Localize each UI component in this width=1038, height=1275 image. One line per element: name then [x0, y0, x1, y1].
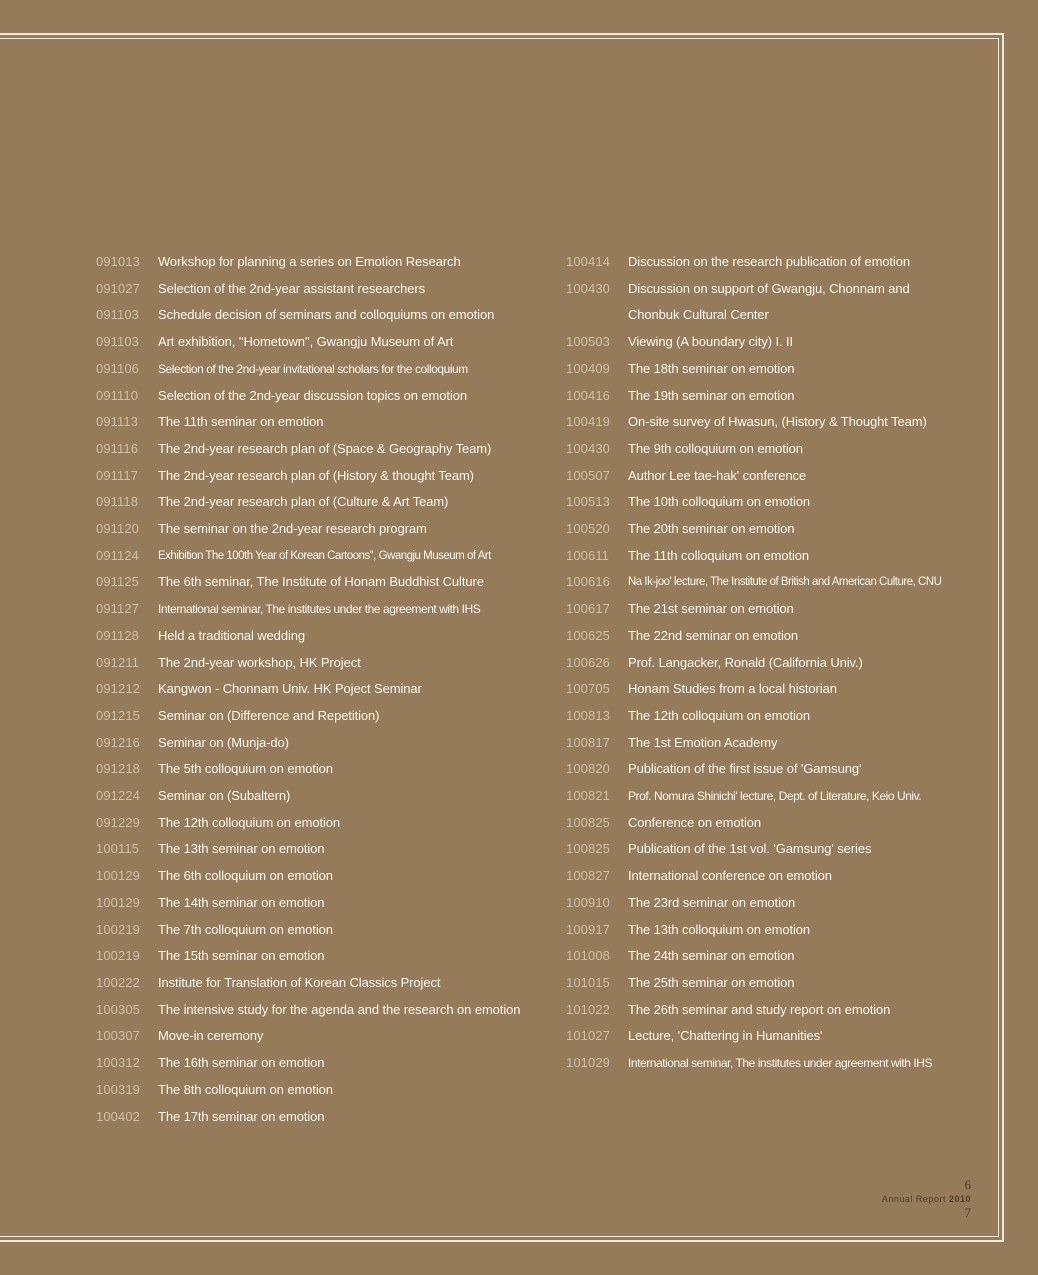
event-text: The 11th colloquium on emotion — [628, 547, 810, 563]
date-code: 100419 — [566, 414, 610, 430]
list-item — [96, 596, 551, 623]
event-text: Art exhibition, ''Hometown'', Gwangju Museum of Art — [158, 334, 454, 350]
event-text: International seminar, The institutes under agreement with IHS — [628, 1056, 933, 1071]
event-text: The 17th seminar on emotion — [158, 1108, 325, 1124]
event-text: Seminar on (Subaltern) — [158, 788, 291, 804]
list-item — [96, 276, 551, 303]
list-item — [96, 569, 551, 596]
date-code: 100430 — [566, 280, 610, 296]
list-item — [566, 970, 978, 997]
list-item — [96, 997, 551, 1024]
event-text: The 11th seminar on emotion — [158, 414, 324, 430]
list-item — [566, 1050, 978, 1077]
event-text: Selection of the 2nd-year invitational scholars for the colloquium — [158, 361, 468, 376]
event-text: The 12th colloquium on emotion — [158, 814, 341, 830]
list-item — [96, 1077, 551, 1104]
event-text: Na Ik-joo' lecture, The Institute of British and American Culture, CNU — [628, 576, 942, 589]
event-text: The 18th seminar on emotion — [628, 360, 795, 376]
list-item — [96, 836, 551, 863]
event-text: The 9th colloquium on emotion — [628, 440, 803, 456]
list-item — [96, 383, 551, 410]
date-code: 100817 — [566, 734, 610, 750]
event-text: Conference on emotion — [628, 814, 762, 830]
event-text: The 14th seminar on emotion — [158, 894, 325, 910]
date-code: 091117 — [96, 467, 139, 483]
list-item — [96, 1104, 551, 1131]
event-text: Held a traditional wedding — [158, 627, 305, 643]
date-code: 100625 — [566, 627, 610, 643]
date-code: 091215 — [96, 707, 140, 723]
date-code: 091106 — [96, 360, 140, 376]
date-code: 091113 — [96, 414, 139, 430]
list-item — [566, 569, 978, 596]
date-code: 100115 — [96, 841, 140, 857]
list-item — [566, 676, 978, 703]
list-item — [96, 356, 551, 383]
event-text: Selection of the 2nd-year discussion topics on emotion — [158, 387, 467, 403]
list-item — [566, 810, 978, 837]
date-code: 091216 — [96, 734, 140, 750]
event-text: Discussion on support of Gwangju, Chonnam and — [628, 280, 910, 296]
list-item — [566, 329, 978, 356]
date-code: 100705 — [566, 681, 610, 697]
event-text: The 19th seminar on emotion — [628, 387, 795, 403]
list-item — [96, 1023, 551, 1050]
list-item — [96, 436, 551, 463]
event-text: Selection of the 2nd-year assistant researchers — [158, 280, 425, 296]
date-code: 091128 — [96, 627, 140, 643]
event-text: Lecture, 'Chattering in Humanities' — [628, 1028, 823, 1044]
event-text: Prof. Nomura Shinichi' lecture, Dept. of Literature, Keio Univ. — [628, 789, 922, 804]
date-code: 101015 — [566, 974, 610, 990]
date-code: 100307 — [96, 1028, 140, 1044]
page-footer — [882, 1177, 971, 1221]
date-code: 100626 — [566, 654, 610, 670]
date-code: 091118 — [96, 494, 139, 510]
list-item — [566, 356, 978, 383]
list-item — [566, 756, 978, 783]
date-code: 100825 — [566, 814, 610, 830]
date-code: 100430 — [566, 440, 610, 456]
list-item — [566, 730, 978, 757]
event-text: Workshop for planning a series on Emotion Research — [158, 254, 461, 269]
date-code: 091211 — [96, 654, 140, 670]
date-code: 100219 — [96, 921, 140, 937]
report-year: 2010 — [948, 1194, 971, 1204]
list-item — [566, 703, 978, 730]
list-item — [566, 276, 978, 329]
date-code: 100821 — [566, 788, 610, 804]
list-item — [566, 436, 978, 463]
list-item — [566, 409, 978, 436]
date-code: 091116 — [96, 440, 139, 456]
date-code: 091103 — [96, 334, 140, 350]
date-code: 101022 — [566, 1001, 610, 1017]
date-code: 091120 — [96, 521, 140, 537]
event-text: Kangwon - Chonnam Univ. HK Poject Seminar — [158, 681, 422, 697]
date-code: 091127 — [96, 601, 140, 617]
event-text: Publication of the first issue of 'Gamsung' — [628, 761, 862, 777]
list-item — [566, 917, 978, 944]
event-text: Prof. Langacker, Ronald (California Univ.) — [628, 654, 863, 670]
list-item — [96, 516, 551, 543]
list-item — [566, 943, 978, 970]
event-text: The 20th seminar on emotion — [628, 521, 795, 537]
date-code: 100513 — [566, 494, 610, 510]
date-code: 100305 — [96, 1001, 140, 1017]
list-item — [566, 997, 978, 1024]
date-code: 100312 — [96, 1055, 140, 1071]
event-text: The 2nd-year research plan of (Space & Geography Team) — [158, 440, 492, 456]
event-text: Move-in ceremony — [158, 1028, 264, 1044]
event-text: On-site survey of Hwasun, (History & Thought Team) — [628, 414, 927, 430]
date-code: 101027 — [566, 1028, 610, 1044]
event-text: Seminar on (Difference and Repetition) — [158, 707, 380, 723]
event-text: The 10th colloquium on emotion — [628, 494, 811, 510]
list-item — [96, 302, 551, 329]
list-item — [566, 1023, 978, 1050]
list-item — [96, 463, 551, 490]
list-item — [96, 890, 551, 917]
list-item — [96, 730, 551, 757]
date-code: 100319 — [96, 1081, 140, 1097]
date-code: 101029 — [566, 1055, 610, 1071]
date-code: 100917 — [566, 921, 610, 937]
list-item — [566, 249, 978, 276]
date-code: 091212 — [96, 681, 140, 697]
event-text: Discussion on the research publication of emotion — [628, 254, 910, 269]
annual-report-label — [882, 1193, 971, 1205]
list-item — [96, 943, 551, 970]
page-number-right: 7 — [964, 1205, 971, 1220]
list-item — [96, 863, 551, 890]
date-code: 091103 — [96, 307, 140, 323]
list-item — [566, 890, 978, 917]
event-text: Schedule decision of seminars and colloquiums on emotion — [158, 307, 495, 323]
list-item — [96, 409, 551, 436]
event-text: The 24th seminar on emotion — [628, 948, 795, 964]
date-code: 100825 — [566, 841, 610, 857]
list-item — [96, 1050, 551, 1077]
event-text: Exhibition The 100th Year of Korean Cartoons'', Gwangju Museum of Art — [158, 549, 491, 562]
date-code: 100910 — [566, 894, 610, 910]
list-item — [96, 676, 551, 703]
list-item — [96, 703, 551, 730]
event-text: The 5th colloquium on emotion — [158, 761, 333, 777]
list-item — [96, 917, 551, 944]
event-text: The 23rd seminar on emotion — [628, 894, 796, 910]
event-text-multiline — [628, 276, 910, 329]
date-code: 100416 — [566, 387, 610, 403]
list-item — [566, 783, 978, 810]
list-item — [96, 329, 551, 356]
date-code: 100617 — [566, 601, 610, 617]
date-code: 100409 — [566, 360, 610, 376]
date-code: 091110 — [96, 387, 139, 403]
date-code: 100222 — [96, 974, 140, 990]
event-text: The seminar on the 2nd-year research program — [158, 521, 427, 537]
list-item — [96, 756, 551, 783]
event-text: Publication of the 1st vol. 'Gamsung' series — [628, 841, 872, 857]
date-code: 100813 — [566, 707, 610, 723]
list-item — [96, 783, 551, 810]
event-text: Honam Studies from a local historian — [628, 681, 837, 697]
event-text: International conference on emotion — [628, 868, 832, 884]
date-code: 091218 — [96, 761, 140, 777]
list-item — [566, 516, 978, 543]
event-text: The 16th seminar on emotion — [158, 1055, 325, 1071]
date-code: 100616 — [566, 574, 610, 590]
list-item — [566, 863, 978, 890]
list-item — [566, 836, 978, 863]
date-code: 091124 — [96, 547, 140, 563]
event-text: The 12th colloquium on emotion — [628, 707, 811, 723]
event-text: The 26th seminar and study report on emotion — [628, 1001, 891, 1017]
date-code: 101008 — [566, 948, 610, 964]
list-item — [96, 810, 551, 837]
event-text: Seminar on (Munja-do) — [158, 734, 289, 750]
event-text: The 25th seminar on emotion — [628, 974, 795, 990]
chronology-left-column — [96, 249, 551, 1130]
date-code: 091224 — [96, 788, 140, 804]
list-item — [566, 543, 978, 570]
event-text: The 7th colloquium on emotion — [158, 921, 333, 937]
date-code: 100611 — [566, 547, 610, 563]
date-code: 091027 — [96, 280, 140, 296]
event-text: The 21st seminar on emotion — [628, 601, 794, 617]
date-code: 100402 — [96, 1108, 140, 1124]
event-text: Institute for Translation of Korean Classics Project — [158, 974, 441, 990]
list-item — [96, 543, 551, 570]
list-item — [96, 650, 551, 677]
date-code: 100820 — [566, 761, 610, 777]
list-item — [96, 249, 551, 276]
date-code: 091125 — [96, 574, 140, 590]
date-code: 091013 — [96, 254, 140, 269]
date-code: 100507 — [566, 467, 610, 483]
date-code: 100827 — [566, 868, 610, 884]
event-text: The 6th seminar, The Institute of Honam Buddhist Culture — [158, 574, 484, 590]
page-number-left: 6 — [964, 1177, 971, 1192]
date-code: 100129 — [96, 868, 140, 884]
event-text: The 13th colloquium on emotion — [628, 921, 811, 937]
event-text: The 2nd-year research plan of (History & thought Team) — [158, 467, 474, 483]
event-text: The 1st Emotion Academy — [628, 734, 778, 750]
list-item — [96, 970, 551, 997]
list-item — [566, 650, 978, 677]
event-text: The 2nd-year workshop, HK Project — [158, 654, 361, 670]
date-code: 091229 — [96, 814, 140, 830]
list-item — [566, 383, 978, 410]
event-text: The 8th colloquium on emotion — [158, 1081, 333, 1097]
chronology-right-column — [566, 249, 978, 1077]
event-text: The 15th seminar on emotion — [158, 948, 325, 964]
list-item — [566, 489, 978, 516]
date-code: 100503 — [566, 334, 610, 350]
event-text: The 2nd-year research plan of (Culture & Art Team) — [158, 494, 449, 510]
event-text: Author Lee tae-hak' conference — [628, 467, 806, 483]
date-code: 100414 — [566, 254, 610, 269]
event-text: Viewing (A boundary city) I. II — [628, 334, 794, 350]
event-text: The 6th colloquium on emotion — [158, 868, 333, 884]
list-item — [566, 596, 978, 623]
date-code: 100129 — [96, 894, 140, 910]
list-item — [96, 489, 551, 516]
date-code: 100219 — [96, 948, 140, 964]
event-text: International seminar, The institutes under the agreement with IHS — [158, 602, 481, 617]
event-text: The 13th seminar on emotion — [158, 841, 325, 857]
list-item — [566, 623, 978, 650]
list-item — [96, 623, 551, 650]
event-text: The intensive study for the agenda and the research on emotion — [158, 1001, 521, 1017]
date-code: 100520 — [566, 521, 610, 537]
annual-report-text: Annual Report — [881, 1194, 946, 1204]
event-text-continued: Chonbuk Cultural Center — [628, 307, 769, 323]
event-text: The 22nd seminar on emotion — [628, 627, 799, 643]
list-item — [566, 463, 978, 490]
